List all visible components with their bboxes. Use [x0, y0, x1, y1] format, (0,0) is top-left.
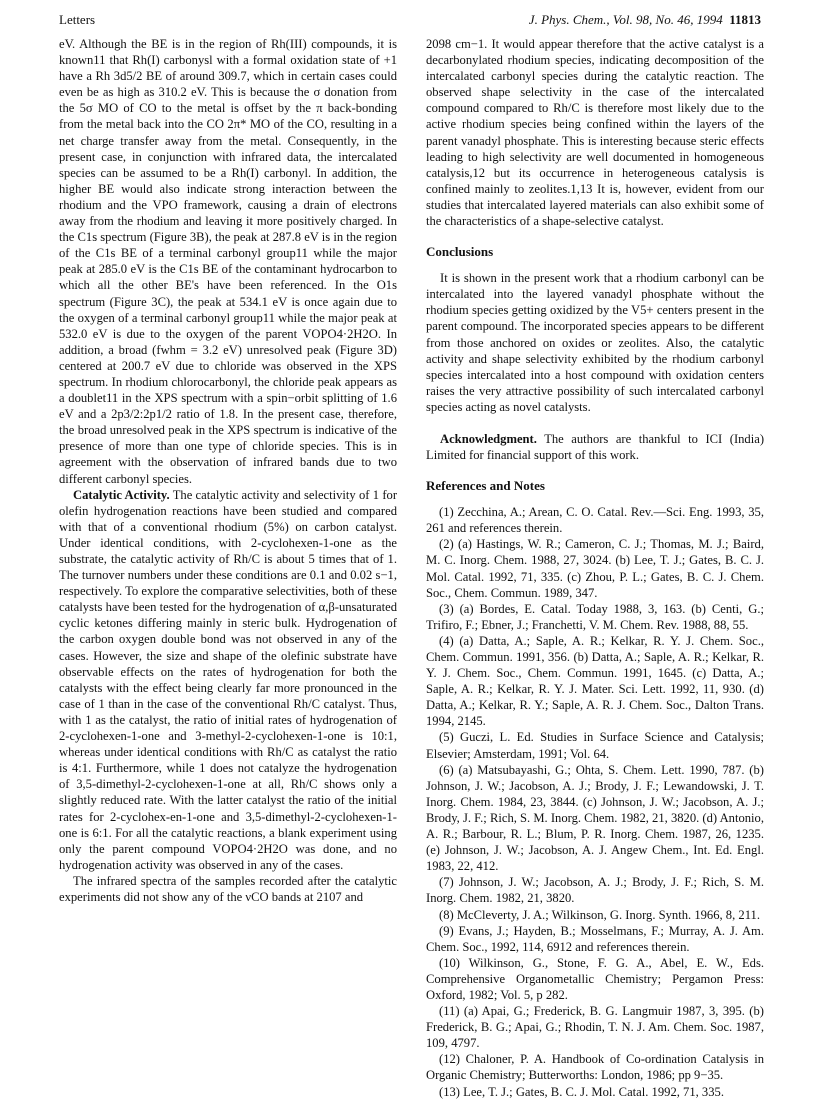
infrared-paragraph: The infrared spectra of the samples recorded after the catalytic experiments did not show any of the νCO bands at 2107 and — [59, 873, 397, 904]
reference-item: (2) (a) Hastings, W. R.; Cameron, C. J.; Thomas, M. J.; Baird, M. C. Inorg. Chem. 1988, 27, 3024. (b) Lee, T. J.; Gates, B. C. J. Mol. Catal. 1992, 71, 335. (c) Zhou, P. L.; Gates, B. C. J. Chem. Soc., Chem. Commun. 1989, 347. — [426, 537, 764, 600]
reference-list — [426, 504, 764, 1099]
acknowledgment-paragraph — [426, 431, 764, 463]
reference-item: (1) Zecchina, A.; Arean, C. O. Catal. Rev.—Sci. Eng. 1993, 35, 261 and references therein. — [426, 505, 764, 536]
reference-item: (12) Chaloner, P. A. Handbook of Co-ordination Catalysis in Organic Chemistry; Butterworths: London, 1986; pp 9−35. — [426, 1052, 764, 1083]
reference-item: (9) Evans, J.; Hayden, B.; Mosselmans, F.; Murray, A. J. Am. Chem. Soc., 1992, 114, 6912 and references therein. — [426, 923, 764, 954]
xps-discussion-paragraph: eV. Although the BE is in the region of Rh(III) compounds, it is known11 that Rh(I) carbonysl with a formal oxidation state of +1 have a Rh 3d5/2 BE of around 309.7, which in certain cases could even be as high as 310.2 eV. This is because the σ donation from the 5σ MO of CO to the metal is offset by the π back-bonding from the metal back into the CO 2π* MO of the CO, resulting in a net charge transfer away from the metal. Consequently, in the present case, in conjunction with infrared data, the intercalated species can be assumed to be a Rh(I) carbonyl. In addition, the higher BE would also indicate strong interaction between the rhodium and the VPO framework, causing a drain of electrons away from the rhodium and leaving it more positively charged. In the C1s spectrum (Figure 3B), the peak at 287.8 eV is in the region of the C1s BE of a terminal carbonyl group11 while the major peak at 285.0 eV is the C1s BE of the contaminant hydrocarbon to which all the other BE's have been referenced. In the O1s spectrum (Figure 3C), the peak at 534.1 eV is once again due to the oxygen of a terminal carbonyl group11 while the major peak at 532.0 eV is due to the oxygen of the parent VOPO4·2H2O. In addition, a broad (fwhm = 3.2 eV) unresolved peak (Figure 3D) centered at 200.7 eV due to chloride was observed in the XPS spectrum. In rhodium chlorocarbonyl, the chloride peak appears as a doublet11 in the XPS spectrum with a spin−orbit splitting of 1.6 eV and a 2p3/2:2p1/2 ratio of 1.8. In the present case, therefore, the broad unresolved peak in the XPS spectrum is indicative of the presence of more than one type of chloride species. This is in agreement with the observation of infrared bands due to two different carbonyl species. — [59, 37, 397, 486]
references-heading: References and Notes — [426, 478, 545, 494]
journal-citation — [529, 12, 761, 28]
left-column — [59, 36, 397, 905]
reference-item: (6) (a) Matsubayashi, G.; Ohta, S. Chem. Lett. 1990, 787. (b) Johnson, J. W.; Jacobson, A. J.; Brody, J. F.; Lewandowski, J. T. Inorg. Chem. 1984, 23, 3844. (c) Johnson, J. W.; Jacobson, A. J.; Brody, J. F.; Rich, S. M. Inorg. Chem. 1982, 21, 3820. (d) Antonio, A. R.; Barbour, R. L.; Blum, P. R. Inorg. Chem. 1987, 26, 1235. (e) Johnson, J. W.; Jacobson, A. J. Angew Chem., Int. Ed. Engl. 1983, 22, 412. — [426, 762, 764, 874]
acknowledgment-text: The authors are thankful to ICI (India) Limited for financial support of this work. — [426, 431, 765, 463]
reference-item: (10) Wilkinson, G., Stone, F. G. A., Abel, E. W., Eds. Comprehensive Organometallic Chemistry; Pergamon Press: Oxford, 1982; Vol. 5, p 282. — [426, 955, 764, 1002]
running-header — [59, 12, 761, 32]
continuation-paragraph: 2098 cm−1. It would appear therefore that the active catalyst is a decarbonylated rhodium species, indicating decomposition of the intercalated carbonyl species during the catalytic reaction. The observed shape selectivity in the case of the intercalated compound compared to Rh/C is therefore most likely due to the active rhodium species being confined within the layers of the parent vanadyl phosphate. This is interesting because steric effects leading to high selectivity are well documented in homogeneous catalysis,12 but its occurrence in heterogeneous catalysis is confined mainly to zeolites.1,13 It is, however, evident from our studies that intercalated layered materials can also exhibit some of the characteristics of a shape-selective catalyst. — [426, 37, 764, 229]
section-label: Letters — [59, 12, 96, 27]
reference-item: (13) Lee, T. J.; Gates, B. C. J. Mol. Catal. 1992, 71, 335. — [439, 1084, 724, 1099]
catalytic-activity-heading: Catalytic Activity. — [73, 487, 170, 502]
reference-item: (3) (a) Bordes, E. Catal. Today 1988, 3, 163. (b) Centi, G.; Trifiro, F.; Ebner, J.; Franchetti, V. M. Chem. Rev. 1988, 88, 55. — [426, 601, 764, 632]
reference-item: (7) Johnson, J. W.; Jacobson, A. J.; Brody, J. F.; Rich, S. M. Inorg. Chem. 1982, 21, 3820. — [426, 875, 764, 906]
catalytic-activity-paragraph — [59, 487, 397, 873]
reference-item: (5) Guczi, L. Ed. Studies in Surface Science and Catalysis; Elsevier; Amsterdam, 1991; Vol. 64. — [426, 730, 764, 761]
conclusions-heading: Conclusions — [426, 244, 494, 260]
conclusions-paragraph: It is shown in the present work that a rhodium carbonyl can be intercalated into the layered vanadyl phosphate without the rhodium species getting oxidized by the V5+ centers present in the parent compound. The incorporated species appears to be different from those anchored on oxides or zeolites. Also, the catalytic activity and shape selectivity exhibited by the rhodium carbonyl species intercalated into a host compound with oxidation centers raises the very attractive possibility of such intercalated carbonyl species acting as novel catalysts. — [426, 271, 764, 414]
catalytic-activity-text: The catalytic activity and selectivity of 1 for olefin hydrogenation reactions have been studied and compared with that of a conventional rhodium (5%) on carbon catalyst. Under identical conditions, with 2-cyclohexen-1-one as the substrate, the catalytic activity of Rh/C is about 5 times that of 1. The turnover numbers under these conditions are 0.1 and 0.02 s−1, respectively. To explore the comparative selectivities, both of these catalysts have been tested for the hydrogenation of α,β-unsaturated cyclic ketones differing mainly in steric bulk. Hydrogenation of the carbon oxygen double bond was not observed in any of the cases. However, the size and shape of the olefinic substrate have observable effects on the rates of hydrogenation for both the catalysts with the effect being clearly far more pronounced in the case of 1 than in the case of the conventional Rh/C catalyst. Thus, with 1 as the catalyst, the ratio of initial rates of hydrogenation of 2-cyclohexen-1-one and 3-methyl-2-cyclohexen-1-one is 10:1, whereas under identical conditions with Rh/C as catalyst the ratio is 4:1. Furthermore, while 1 does not catalyze the hydrogenation of 3,5-dimethyl-2-cyclohexen-1-one at all, Rh/C shows only a slightly reduced rate. With the latter catalyst the ratio of the initial rates for 2-cyclohex-en-1-one and 3,5-dimethyl-2-cyclohexen-1-one is 6:1. For all the catalytic reactions, a blank experiment using only the parent compound VOPO4·2H2O was done, and no hydrogenation activity was observed in any of the cases. — [59, 487, 398, 872]
page-number: 11813 — [729, 12, 761, 27]
reference-item: (11) (a) Apai, G.; Frederick, B. G. Langmuir 1987, 3, 395. (b) Frederick, B. G.; Apai, G.; Rhodin, T. N. J. Am. Chem. Soc. 1987, 109, 4797. — [426, 1004, 764, 1051]
right-column — [426, 36, 764, 1100]
journal-info: J. Phys. Chem., Vol. 98, No. 46, 1994 — [528, 12, 723, 27]
acknowledgment-heading: Acknowledgment. — [440, 431, 537, 446]
reference-item: (4) (a) Datta, A.; Saple, A. R.; Kelkar, R. Y. J. Chem. Soc., Chem. Commun. 1991, 356. (b) Datta, A.; Saple, A. R.; Kelkar, R. Y. J. Chem. Soc., Chem. Commun. 1991, 1645. (c) Datta, A.; Saple, A. R.; Kelkar, R. Y. J. Mater. Sci. Lett. 1992, 11, 930. (d) Datta, A.; Kelkar, R. Y.; Saple, A. R. J. Chem. Soc., Dalton Trans. 1994, 2145. — [426, 633, 764, 729]
reference-item: (8) McCleverty, J. A.; Wilkinson, G. Inorg. Synth. 1966, 8, 211. — [439, 907, 760, 922]
